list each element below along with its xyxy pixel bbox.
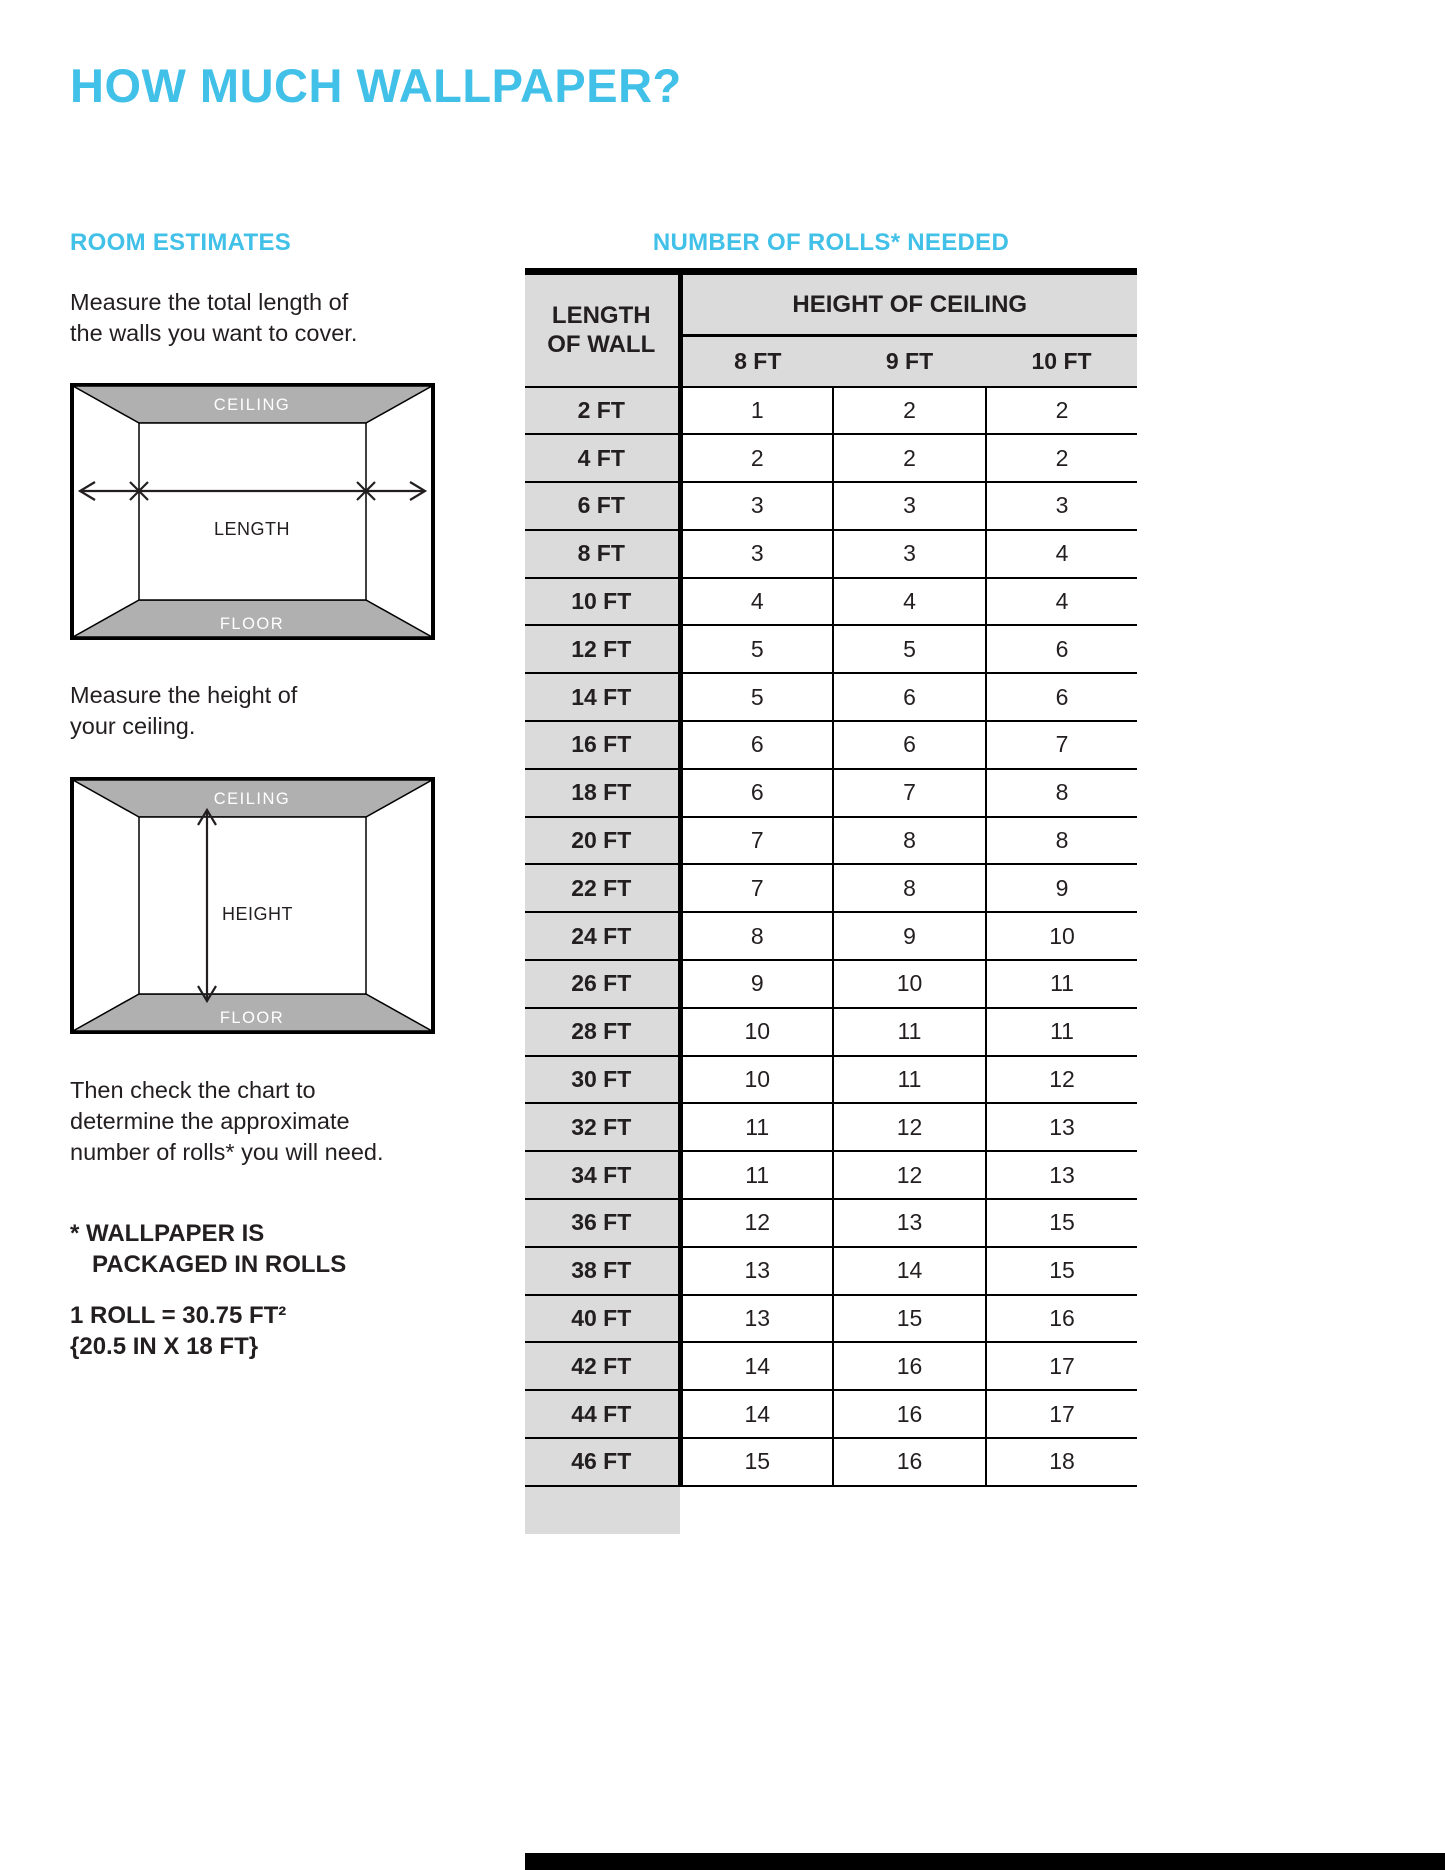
step3-line: Then check the chart to	[70, 1077, 316, 1103]
rolls-count-cell: 8	[680, 912, 833, 960]
wall-length-cell: 4 FT	[525, 434, 680, 482]
length-of-wall-header	[525, 272, 680, 387]
wall-length-cell: 14 FT	[525, 673, 680, 721]
rolls-count-cell: 8	[986, 769, 1137, 817]
rolls-count-cell: 1	[680, 387, 833, 435]
rolls-count-cell: 15	[680, 1438, 833, 1486]
wall-length-cell: 26 FT	[525, 960, 680, 1008]
rolls-count-cell: 14	[833, 1247, 986, 1295]
height-label: HEIGHT	[222, 904, 294, 924]
rolls-count-cell: 5	[833, 625, 986, 673]
step3-line: determine the approximate	[70, 1108, 350, 1134]
rolls-count-cell: 11	[986, 1008, 1137, 1056]
wall-length-cell: 28 FT	[525, 1008, 680, 1056]
table-row	[525, 1438, 1137, 1486]
rolls-count-cell: 9	[833, 912, 986, 960]
rolls-count-cell: 12	[833, 1151, 986, 1199]
rolls-count-cell: 2	[680, 434, 833, 482]
rolls-count-cell: 10	[986, 912, 1137, 960]
length-of-wall-header-line: LENGTH	[551, 302, 651, 330]
rolls-count-cell: 13	[986, 1103, 1137, 1151]
step1-line: Measure the total length of	[70, 289, 349, 315]
rolls-count-cell: 2	[833, 434, 986, 482]
step1-line: the walls you want to cover.	[70, 320, 358, 346]
rolls-count-cell: 8	[833, 817, 986, 865]
wall-length-cell: 38 FT	[525, 1247, 680, 1295]
rolls-count-cell: 7	[680, 864, 833, 912]
rolls-count-cell: 3	[680, 482, 833, 530]
step2-instruction	[70, 680, 297, 742]
rolls-count-cell: 17	[986, 1342, 1137, 1390]
ext-blank	[680, 1486, 1137, 1534]
rolls-count-cell: 17	[986, 1390, 1137, 1438]
rolls-count-cell: 7	[680, 817, 833, 865]
roll-size-line: 1 ROLL = 30.75 FT²	[70, 1302, 287, 1329]
rolls-count-cell: 7	[833, 769, 986, 817]
rolls-count-cell: 3	[986, 482, 1137, 530]
table-row	[525, 434, 1137, 482]
wall-length-cell: 34 FT	[525, 1151, 680, 1199]
wall-length-cell: 10 FT	[525, 578, 680, 626]
wall-length-cell: 46 FT	[525, 1438, 680, 1486]
rolls-count-cell: 13	[680, 1295, 833, 1343]
step3-instruction	[70, 1075, 384, 1168]
table-row	[525, 864, 1137, 912]
step3-line: number of rolls* you will need.	[70, 1139, 384, 1165]
rolls-count-cell: 10	[833, 960, 986, 1008]
table-row	[525, 673, 1137, 721]
table-row	[525, 1056, 1137, 1104]
table-row	[525, 387, 1137, 435]
floor-label: FLOOR	[219, 1009, 285, 1027]
rolls-count-cell: 3	[833, 482, 986, 530]
step2-line: Measure the height of	[70, 682, 298, 708]
rolls-count-cell: 8	[833, 864, 986, 912]
table-row	[525, 1247, 1137, 1295]
floor-label: FLOOR	[219, 615, 285, 633]
length-of-wall-header-line: OF WALL	[547, 331, 656, 359]
rolls-count-cell: 16	[986, 1295, 1137, 1343]
wall-length-cell: 8 FT	[525, 530, 680, 578]
wall-length-cell: 24 FT	[525, 912, 680, 960]
wall-length-cell: 20 FT	[525, 817, 680, 865]
col-header-10ft: 10 FT	[986, 336, 1137, 387]
table-header-row-1	[525, 272, 1137, 336]
rolls-table-heading: NUMBER OF ROLLS* NEEDED	[652, 229, 1010, 256]
wall-length-cell: 2 FT	[525, 387, 680, 435]
footnote-line: PACKAGED IN ROLLS	[92, 1251, 347, 1278]
footnote-line: * WALLPAPER IS	[70, 1220, 265, 1247]
table-row	[525, 769, 1137, 817]
rolls-count-cell: 13	[680, 1247, 833, 1295]
table-row	[525, 1199, 1137, 1247]
table-row	[525, 817, 1137, 865]
wall-length-cell: 32 FT	[525, 1103, 680, 1151]
table-row	[525, 530, 1137, 578]
rolls-count-cell: 4	[986, 578, 1137, 626]
wall-length-cell: 12 FT	[525, 625, 680, 673]
wall-length-cell: 44 FT	[525, 1390, 680, 1438]
rolls-count-cell: 6	[986, 625, 1137, 673]
table-row	[525, 625, 1137, 673]
rolls-count-cell: 4	[833, 578, 986, 626]
rolls-footnote	[70, 1218, 346, 1280]
rolls-count-cell: 13	[986, 1151, 1137, 1199]
page-title: HOW MUCH WALLPAPER?	[70, 59, 682, 112]
gray-column-extension	[525, 1486, 680, 1534]
wall-length-cell: 40 FT	[525, 1295, 680, 1343]
wall-length-cell: 18 FT	[525, 769, 680, 817]
rolls-count-cell: 16	[833, 1390, 986, 1438]
table-row	[525, 1342, 1137, 1390]
rolls-count-cell: 11	[833, 1008, 986, 1056]
wall-length-cell: 30 FT	[525, 1056, 680, 1104]
rolls-count-cell: 5	[680, 625, 833, 673]
rolls-count-cell: 13	[833, 1199, 986, 1247]
wall-length-cell: 22 FT	[525, 864, 680, 912]
rolls-count-cell: 15	[986, 1199, 1137, 1247]
ceiling-label: CEILING	[213, 396, 291, 414]
rolls-count-cell: 2	[986, 387, 1137, 435]
rolls-count-cell: 6	[986, 673, 1137, 721]
rolls-count-cell: 11	[833, 1056, 986, 1104]
wall-length-cell: 16 FT	[525, 721, 680, 769]
rolls-count-cell: 15	[986, 1247, 1137, 1295]
step1-instruction	[70, 287, 357, 349]
rolls-count-cell: 10	[680, 1056, 833, 1104]
rolls-count-cell: 6	[833, 721, 986, 769]
rolls-count-cell: 4	[986, 530, 1137, 578]
back-wall	[139, 423, 366, 600]
rolls-count-cell: 2	[986, 434, 1137, 482]
rolls-count-cell: 9	[680, 960, 833, 1008]
rolls-count-cell: 12	[680, 1199, 833, 1247]
wall-length-cell: 6 FT	[525, 482, 680, 530]
height-of-ceiling-header: HEIGHT OF CEILING	[680, 272, 1137, 336]
rolls-count-cell: 6	[833, 673, 986, 721]
rolls-count-cell: 2	[833, 387, 986, 435]
rolls-count-cell: 9	[986, 864, 1137, 912]
roll-size-line: {20.5 IN X 18 FT}	[70, 1333, 259, 1360]
rolls-count-cell: 16	[833, 1438, 986, 1486]
table-row	[525, 1103, 1137, 1151]
table-row	[525, 1151, 1137, 1199]
table-row	[525, 482, 1137, 530]
step2-line: your ceiling.	[70, 713, 196, 739]
rolls-count-cell: 8	[986, 817, 1137, 865]
room-length-diagram	[70, 383, 435, 640]
rolls-count-cell: 4	[680, 578, 833, 626]
table-row	[525, 912, 1137, 960]
rolls-count-cell: 11	[680, 1151, 833, 1199]
rolls-count-cell: 15	[833, 1295, 986, 1343]
rolls-count-cell: 3	[680, 530, 833, 578]
col-header-8ft: 8 FT	[680, 336, 833, 387]
wall-length-cell: 42 FT	[525, 1342, 680, 1390]
roll-size-note	[70, 1300, 286, 1362]
col-header-9ft: 9 FT	[833, 336, 986, 387]
table-row	[525, 1295, 1137, 1343]
room-height-diagram	[70, 777, 435, 1034]
rolls-count-cell: 10	[680, 1008, 833, 1056]
rolls-count-cell: 6	[680, 769, 833, 817]
rolls-count-cell: 11	[986, 960, 1137, 1008]
rolls-count-cell: 11	[680, 1103, 833, 1151]
table-row	[525, 721, 1137, 769]
rolls-count-cell: 6	[680, 721, 833, 769]
rolls-table	[525, 268, 1137, 1534]
room-estimates-heading: ROOM ESTIMATES	[70, 229, 292, 256]
table-row	[525, 1390, 1137, 1438]
bottom-bar	[525, 1853, 1445, 1870]
rolls-count-cell: 7	[986, 721, 1137, 769]
length-label: LENGTH	[213, 519, 291, 539]
table-row	[525, 578, 1137, 626]
table-row	[525, 960, 1137, 1008]
rolls-table-body	[525, 387, 1137, 1534]
table-row	[525, 1008, 1137, 1056]
rolls-count-cell: 12	[833, 1103, 986, 1151]
rolls-count-cell: 18	[986, 1438, 1137, 1486]
ceiling-label: CEILING	[213, 790, 291, 808]
rolls-count-cell: 14	[680, 1342, 833, 1390]
rolls-count-cell: 3	[833, 530, 986, 578]
wall-length-cell: 36 FT	[525, 1199, 680, 1247]
rolls-count-cell: 16	[833, 1342, 986, 1390]
rolls-count-cell: 12	[986, 1056, 1137, 1104]
table-ext-row	[525, 1486, 1137, 1534]
rolls-count-cell: 14	[680, 1390, 833, 1438]
rolls-count-cell: 5	[680, 673, 833, 721]
